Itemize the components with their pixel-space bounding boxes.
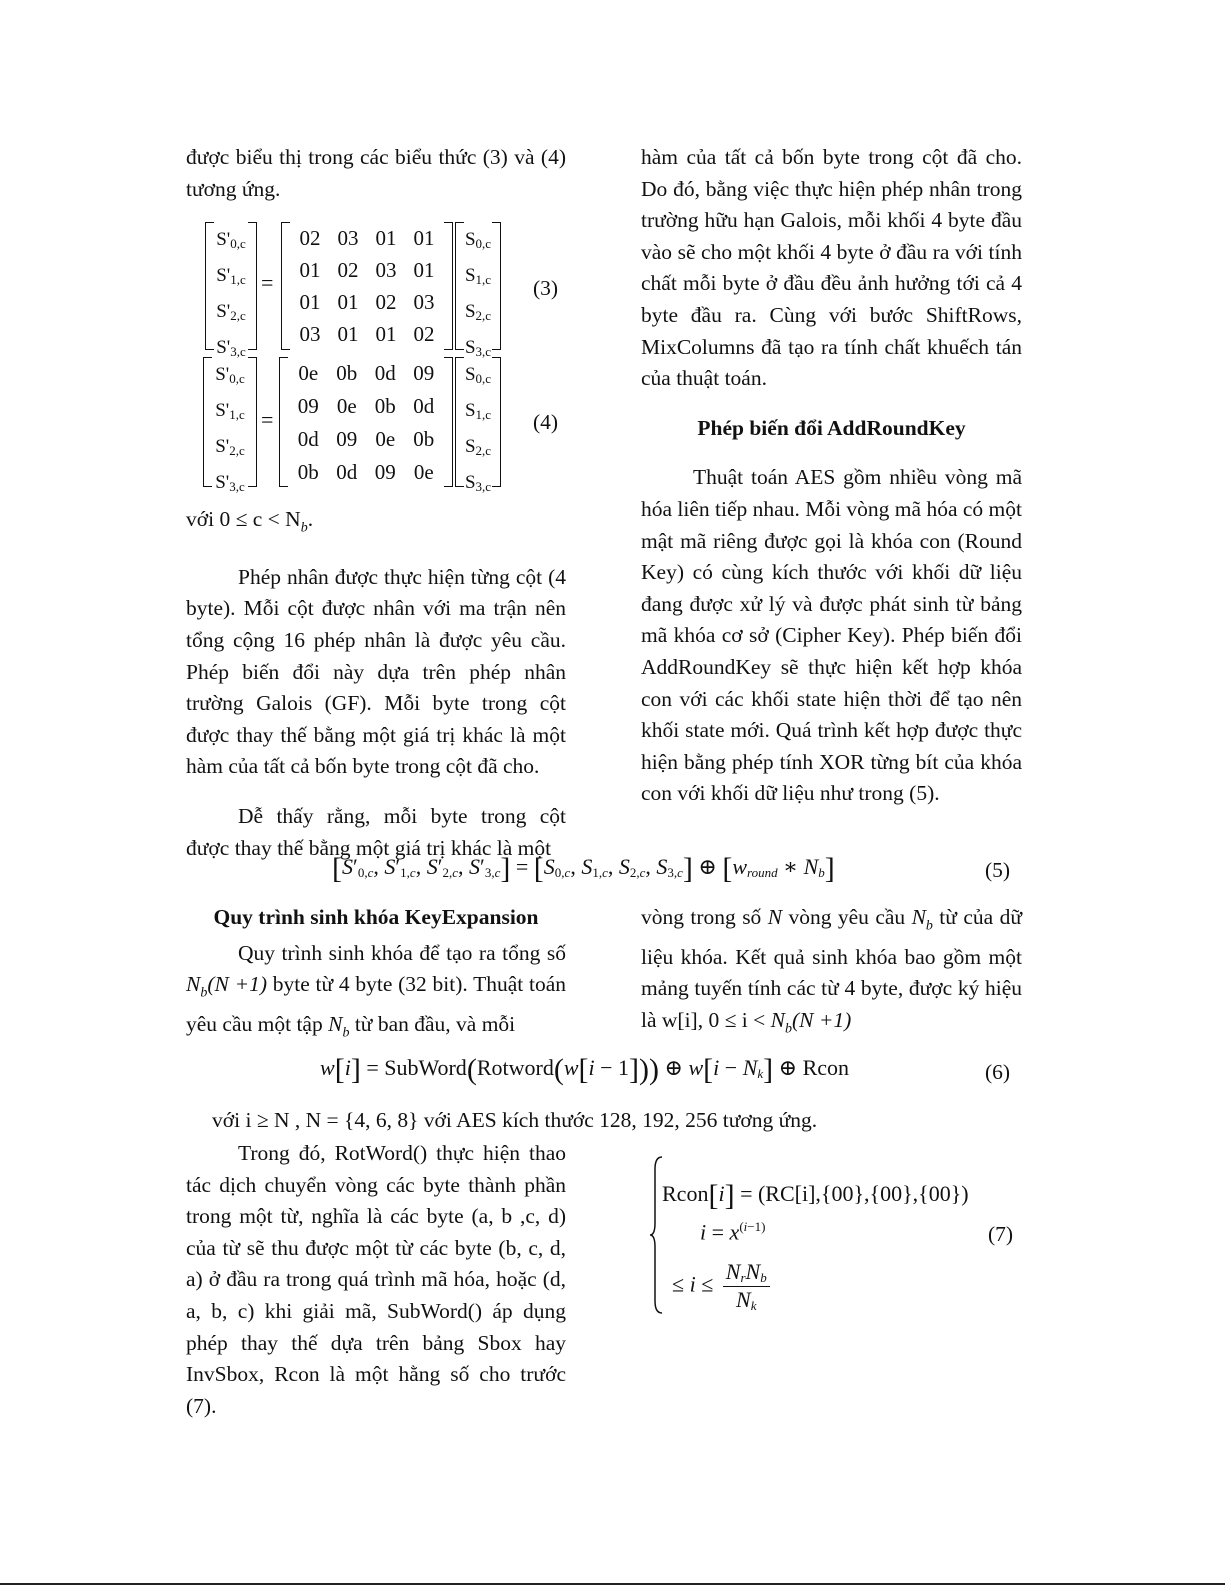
- vector-entry: $S_{0,c}$: [464, 364, 492, 386]
- matrix-cell: 0e: [298, 361, 319, 385]
- matrix-cell: 03: [299, 322, 321, 346]
- matrix-cell: 0d: [413, 394, 435, 418]
- matrix-cell: 0d: [374, 361, 396, 385]
- section-heading: Phép biến đổi AddRoundKey: [697, 415, 966, 440]
- matrix-cell: 02: [375, 290, 397, 314]
- matrix-cell: 09: [336, 427, 358, 451]
- matrix-cell: 02: [337, 258, 359, 282]
- left-column-last: [186, 1138, 566, 1422]
- paragraph: Quy trình sinh khóa để tạo ra tổng số $N_b(N +1)$ byte từ 4 byte (32 bit). Thuật toán yêu cầu một tập $N_b$ từ ban đầu, và mỗi: [186, 940, 567, 1041]
- left-column-top: [186, 142, 566, 205]
- matrix-cell: 03: [413, 290, 435, 314]
- paragraph: được biểu thị trong các biểu thức (3) và (4) tương ứng.: [186, 145, 566, 201]
- vector-entry: $S_{1,c}$: [464, 400, 492, 422]
- vector-entry: $S'_{0,c}$: [215, 364, 245, 386]
- vector-entry: $S'_{3,c}$: [215, 472, 245, 494]
- section-heading: Quy trình sinh khóa KeyExpansion: [213, 905, 539, 929]
- equation-4: [203, 357, 523, 494]
- vector-entry: $S_{2,c}$: [464, 301, 492, 323]
- equation-number: (3): [533, 276, 559, 300]
- lhs-vector: [205, 222, 257, 359]
- equals-sign: =: [261, 270, 274, 295]
- matrix-cell: 0e: [375, 427, 396, 451]
- vector-entry: $S_{2,c}$: [464, 436, 492, 458]
- matrix-cell: 03: [375, 258, 397, 282]
- matrix-cell: 03: [337, 226, 359, 250]
- matrix-cell: 01: [413, 226, 435, 250]
- vector-entry: $S'_{3,c}$: [216, 337, 246, 359]
- equation-5: [$S'_{0,c}$, $S'_{1,c}$, $S'_{2,c}$, $S'_{3,c}] = [S_{0,c}$, $S_{1,c}$, $S_{2,c}$, $S_{3,c}$] ⊕ [$w_{round}$ ∗ $N_b$]: [332, 852, 835, 885]
- vector-entry: $S'_{2,c}$: [216, 301, 246, 323]
- matrix-cell: 0b: [297, 460, 319, 484]
- matrix-cell: 0d: [336, 460, 358, 484]
- matrix-cell: 01: [337, 290, 359, 314]
- matrix-cell: 0d: [297, 427, 319, 451]
- matrix-cell: 01: [299, 258, 321, 282]
- paragraph: hàm của tất cả bốn byte trong cột đã cho. Do đó, bằng việc thực hiện phép nhân trong trường hữu hạn Galois, mỗi khối 4 byte đầu vào sẽ cho một khối 4 byte ở đầu ra với tính chất mỗi byte ở đầu đều ảnh hưởng tới cả 4 byte đầu ra. Cùng với bước ShiftRows, MixColumns đã tạo ra tính chất khuếch tán của thuật toán.: [641, 145, 1022, 391]
- vector-entry: $S_{3,c}$: [464, 337, 492, 359]
- vector-entry: $S_{1,c}$: [464, 265, 492, 287]
- right-column-top: [641, 142, 1022, 810]
- paragraph: Thuật toán AES gồm nhiều vòng mã hóa liên tiếp nhau. Mỗi vòng mã hóa có một mật mã riêng được gọi là khóa con (Round Key) có cùng kích thước với khối dữ liệu đang được xử lý và được phát sinh từ bảng mã khóa cơ sở (Cipher Key). Phép biến đổi AddRoundKey sẽ thực hiện kết hợp khóa con với các khối state hiện thời để tạo nên khối state mới. Quá trình kết hợp được thực hiện bằng phép tính XOR từng bít của khóa con với khối dữ liệu như trong (5).: [641, 465, 1022, 806]
- matrix-cell: 0b: [413, 427, 435, 451]
- matrix-cell: 0e: [413, 460, 434, 484]
- coefficient-matrix: [279, 357, 453, 487]
- coefficient-matrix: [281, 222, 453, 350]
- equals-sign: =: [261, 407, 274, 432]
- matrix-cell: 01: [337, 322, 359, 346]
- paragraph: Trong đó, RotWord() thực hiện thao tác dịch chuyển vòng các byte thành phần trong một từ, nghĩa là các byte (a, b ,c, d) của từ sẽ thu được một từ các byte (b, c, d, a) ở đầu ra trong quá trình mã hóa, hoặc (d, a, b, c) khi giải mã, SubWord() áp dụng phép thay thế dựa trên bảng Sbox hay InvSbox, Rcon là một hằng số cho trước (7).: [186, 1141, 566, 1418]
- left-column-bottom: [186, 902, 566, 1049]
- vector-entry: $S_{3,c}$: [464, 472, 492, 494]
- vector-entry: $S_{0,c}$: [464, 229, 492, 251]
- matrix-cell: 02: [299, 226, 321, 250]
- paragraph: Phép nhân được thực hiện từng cột (4 byte). Mỗi cột được nhân với ma trận nên tổng cộng 16 phép nhân là được yêu cầu. Phép biến đổi này dựa trên phép nhân trường Galois (GF). Mỗi byte trong cột được thay thế bằng một giá trị khác là một hàm của tất cả bốn byte trong cột đã cho.: [186, 564, 566, 779]
- vector-entry: $S'_{0,c}$: [216, 229, 246, 251]
- condition-line: với $0 \le c < N_b$.: [186, 507, 314, 536]
- equation-6: w[i] = SubWord(Rotword(w[i − 1])) ⊕ $w[i - N_k]$ ⊕ Rcon: [320, 1053, 850, 1086]
- matrix-cell: 0b: [336, 361, 358, 385]
- condition-line: với i ≥ N , N = {4, 6, 8} với AES kích thước 128, 192, 256 tương ứng.: [212, 1108, 818, 1132]
- matrix-cell: 0b: [374, 394, 396, 418]
- matrix-cell: 09: [374, 460, 396, 484]
- left-column-mid: [186, 504, 566, 864]
- equation-number: (7): [988, 1222, 1014, 1246]
- rhs-vector: [455, 222, 501, 359]
- equation-number: (4): [533, 410, 559, 434]
- paragraph: vòng trong số N vòng yêu cầu $N_b$ từ của dữ liệu khóa. Kết quả sinh khóa bao gồm một mảng tuyến tính các từ 4 byte, được ký hiệu là w[i], $0 \le i < N_b(N +1)$: [641, 905, 1022, 1037]
- equation-number: (5): [985, 858, 1011, 882]
- matrix-cell: 01: [413, 258, 435, 282]
- matrix-cell: 09: [297, 394, 319, 418]
- rcon-range: ≤ i ≤ $\frac{N_rN_b}{N_k}$: [672, 1259, 770, 1314]
- matrix-cell: 01: [375, 322, 397, 346]
- vector-entry: $S'_{2,c}$: [215, 436, 245, 458]
- matrix-cell: 09: [413, 361, 435, 385]
- matrix-cell: 01: [299, 290, 321, 314]
- matrix-cell: 02: [413, 322, 435, 346]
- right-column-bottom: [641, 902, 1022, 1045]
- equation-number: (6): [985, 1060, 1011, 1084]
- vector-entry: $S'_{1,c}$: [215, 400, 245, 422]
- paragraph: Dễ thấy rằng, mỗi byte trong cột được thay thế bằng một giá trị khác là một: [186, 804, 566, 860]
- rcon-power: $i = x^{(i-1)}$: [700, 1219, 766, 1245]
- lhs-vector: [203, 357, 257, 494]
- rcon-definition: Rcon[i] = (RC[i],{00},{00},{00}): [662, 1179, 969, 1212]
- equation-3: [205, 222, 525, 359]
- matrix-cell: 01: [375, 226, 397, 250]
- matrix-cell: 0e: [336, 394, 357, 418]
- rhs-vector: [455, 357, 501, 494]
- equation-7: [650, 1155, 980, 1315]
- vector-entry: $S'_{1,c}$: [216, 265, 246, 287]
